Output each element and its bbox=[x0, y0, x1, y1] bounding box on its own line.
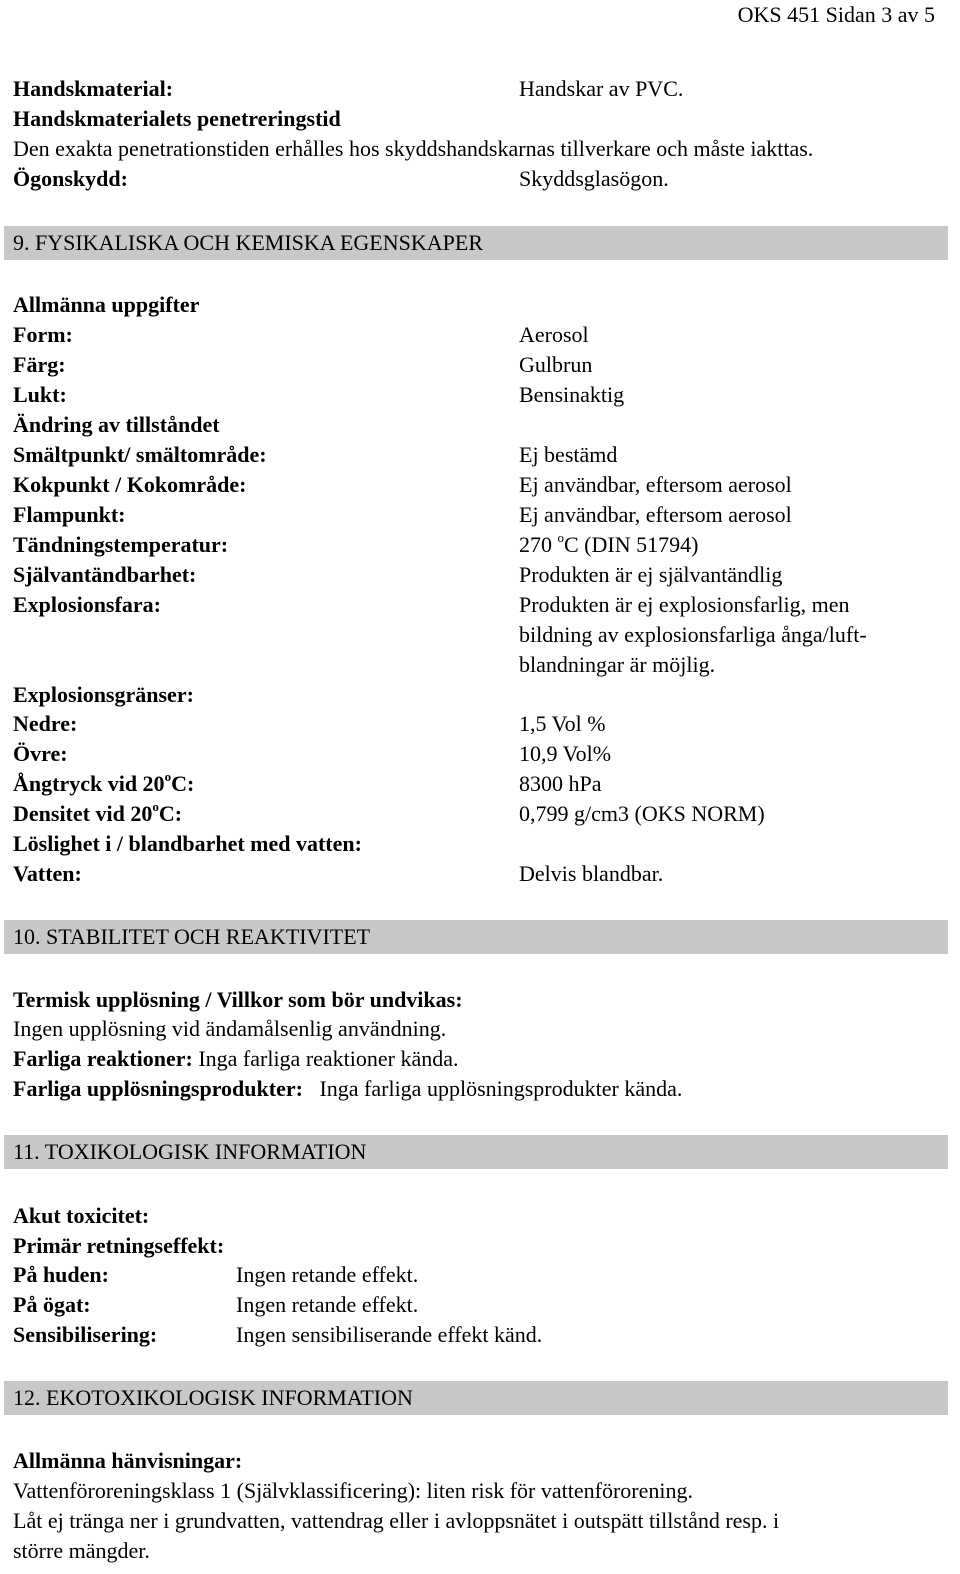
melting-label: Smältpunkt/ smältområde: bbox=[13, 442, 267, 467]
explosion-value-line1: Produkten är ej explosionsfarlig, men bbox=[519, 592, 850, 617]
section-11-header: 11. TOXIKOLOGISK INFORMATION bbox=[4, 1135, 948, 1169]
density-label: Densitet vid 20$^o$C: bbox=[13, 798, 183, 826]
explosion-value-line2: bildning av explosionsfarliga ånga/luft- bbox=[519, 622, 867, 647]
density-value: 0,799 g/cm3 (OKS NORM) bbox=[519, 801, 765, 826]
lower-limit-row bbox=[13, 709, 943, 739]
glove-material-label: Handskmaterial: bbox=[13, 76, 174, 101]
flash-value: Ej användbar, eftersom aerosol bbox=[519, 502, 792, 527]
primary-irritation-heading: Primär retningseffekt: bbox=[13, 1233, 225, 1258]
groundwater-warning-line1: Låt ej tränga ner i grundvatten, vattendrag eller i avloppsnätet i outspätt tillstånd resp. i bbox=[13, 1508, 780, 1533]
explosion-label: Explosionsfara: bbox=[13, 592, 161, 617]
hazardous-reactions-row bbox=[13, 1044, 459, 1074]
odor-value: Bensinaktig bbox=[519, 382, 625, 407]
flash-row bbox=[13, 500, 943, 530]
water-label: Vatten: bbox=[13, 861, 82, 886]
vapor-pressure-row bbox=[13, 769, 943, 799]
eye-label: På ögat: bbox=[13, 1292, 91, 1317]
ignition-row bbox=[13, 530, 943, 560]
selfignition-row bbox=[13, 560, 943, 590]
general-notes-heading: Allmänna hänvisningar: bbox=[13, 1448, 243, 1473]
state-change-heading: Ändring av tillståndet bbox=[13, 412, 220, 437]
explosion-row-3 bbox=[13, 650, 943, 680]
solubility-heading: Löslighet i / blandbarhet med vatten: bbox=[13, 831, 362, 856]
eye-protection-row bbox=[13, 164, 943, 194]
lower-limit-label: Nedre: bbox=[13, 711, 78, 736]
page-number-header: OKS 451 Sidan 3 av 5 bbox=[737, 2, 935, 27]
decomposition-products-value: Inga farliga upplösningsprodukter kända. bbox=[319, 1076, 683, 1101]
ignition-label: Tändningstemperatur: bbox=[13, 532, 229, 557]
section-12-header: 12. EKOTOXIKOLOGISK INFORMATION bbox=[4, 1381, 948, 1415]
glove-penetration-text: Den exakta penetrationstiden erhålles hos skyddshandskarnas tillverkare och måste iakttas. bbox=[13, 136, 814, 161]
explosion-limits-heading: Explosionsgränser: bbox=[13, 682, 194, 707]
eye-protection-value: Skyddsglasögon. bbox=[519, 166, 669, 191]
general-info-heading: Allmänna uppgifter bbox=[13, 292, 200, 317]
decomposition-products-label: Farliga upplösningsprodukter: bbox=[13, 1076, 303, 1101]
glove-material-value: Handskar av PVC. bbox=[519, 76, 684, 101]
boiling-value: Ej användbar, eftersom aerosol bbox=[519, 472, 792, 497]
glove-penetration-label: Handskmaterialets penetreringstid bbox=[13, 106, 341, 131]
water-value: Delvis blandbar. bbox=[519, 861, 664, 886]
upper-limit-row bbox=[13, 739, 943, 769]
skin-label: På huden: bbox=[13, 1262, 109, 1287]
color-label: Färg: bbox=[13, 352, 66, 377]
boiling-row bbox=[13, 470, 943, 500]
sensitization-value: Ingen sensibiliserande effekt känd. bbox=[236, 1322, 543, 1347]
skin-row bbox=[13, 1260, 943, 1290]
decomposition-products-row bbox=[13, 1074, 682, 1104]
ignition-value: 270 $^o$C (DIN 51794) bbox=[519, 529, 699, 557]
hazardous-reactions-value: Inga farliga reaktioner kända. bbox=[198, 1046, 459, 1071]
odor-label: Lukt: bbox=[13, 382, 67, 407]
sensitization-row bbox=[13, 1320, 943, 1350]
sensitization-label: Sensibilisering: bbox=[13, 1322, 158, 1347]
color-value: Gulbrun bbox=[519, 352, 593, 377]
density-row bbox=[13, 799, 943, 829]
vapor-pressure-label: Ångtryck vid 20$^o$C: bbox=[13, 768, 195, 796]
vapor-pressure-value: 8300 hPa bbox=[519, 771, 602, 796]
odor-row bbox=[13, 380, 943, 410]
water-row bbox=[13, 859, 943, 889]
section-10-header: 10. STABILITET OCH REAKTIVITET bbox=[4, 920, 948, 954]
form-row bbox=[13, 320, 943, 350]
explosion-value-line3: blandningar är möjlig. bbox=[519, 652, 716, 677]
selfignition-value: Produkten är ej självantändlig bbox=[519, 562, 783, 587]
explosion-row-2 bbox=[13, 620, 943, 650]
acute-toxicity-heading: Akut toxicitet: bbox=[13, 1203, 150, 1228]
upper-limit-value: 10,9 Vol% bbox=[519, 741, 612, 766]
section-9-header: 9. FYSIKALISKA OCH KEMISKA EGENSKAPER bbox=[4, 226, 948, 260]
hazardous-reactions-label: Farliga reaktioner: bbox=[13, 1046, 193, 1071]
color-row bbox=[13, 350, 943, 380]
form-value: Aerosol bbox=[519, 322, 589, 347]
lower-limit-value: 1,5 Vol % bbox=[519, 711, 606, 736]
decomposition-text: Ingen upplösning vid ändamålsenlig användning. bbox=[13, 1016, 447, 1041]
boiling-label: Kokpunkt / Kokområde: bbox=[13, 472, 247, 497]
selfignition-label: Självantändbarhet: bbox=[13, 562, 197, 587]
glove-material-row bbox=[13, 74, 943, 104]
eye-row bbox=[13, 1290, 943, 1320]
groundwater-warning-line2: större mängder. bbox=[13, 1538, 150, 1563]
upper-limit-label: Övre: bbox=[13, 741, 68, 766]
water-hazard-class-text: Vattenföroreningsklass 1 (Självklassificering): liten risk för vattenförorening. bbox=[13, 1478, 693, 1503]
decomposition-heading: Termisk upplösning / Villkor som bör undvikas: bbox=[13, 987, 463, 1012]
melting-row bbox=[13, 440, 943, 470]
eye-protection-label: Ögonskydd: bbox=[13, 166, 128, 191]
skin-value: Ingen retande effekt. bbox=[236, 1262, 419, 1287]
eye-value: Ingen retande effekt. bbox=[236, 1292, 419, 1317]
form-label: Form: bbox=[13, 322, 73, 347]
flash-label: Flampunkt: bbox=[13, 502, 126, 527]
explosion-row bbox=[13, 590, 943, 620]
melting-value: Ej bestämd bbox=[519, 442, 618, 467]
